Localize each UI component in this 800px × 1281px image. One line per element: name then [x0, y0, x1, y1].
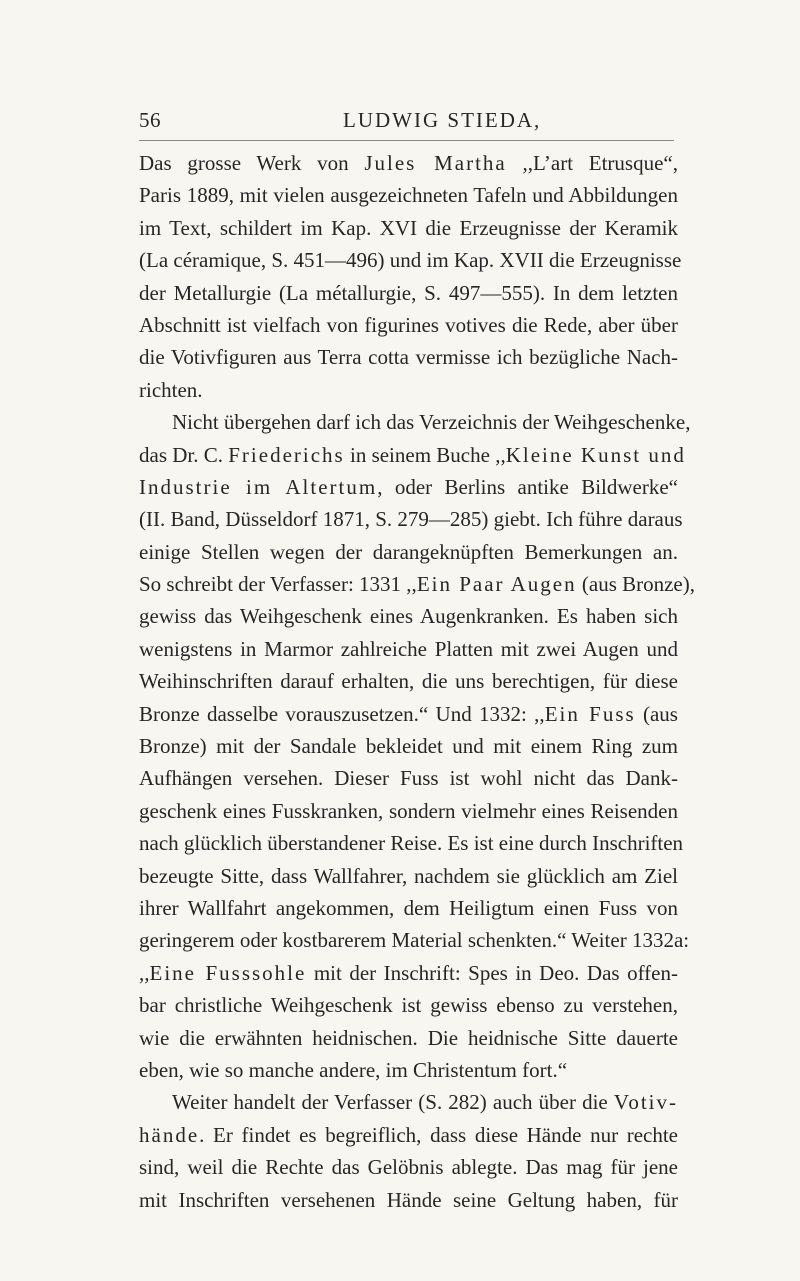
text-segment: richten.	[139, 377, 203, 402]
text-line	[139, 989, 678, 1021]
body-text	[139, 147, 695, 1216]
text-line	[139, 568, 695, 600]
running-head: LUDWIG STIEDA,	[343, 108, 542, 132]
text-line	[139, 892, 678, 924]
text-segment: Bronze dasselbe vorauszusetzen.“ Und 1332: ,,	[139, 701, 545, 726]
text-segment: geringerem oder kostbarerem Material schenkten.“ Weiter 1332a:	[139, 928, 690, 953]
spaced-emphasis: Kleine Kunst und	[505, 442, 686, 467]
text-segment: die Votivfiguren aus Terra cotta vermisse ich bezügliche Nach-	[139, 345, 678, 370]
text-segment: Abschnitt ist vielfach von figurines votives die Rede, aber über	[139, 312, 678, 337]
text-segment: (aus	[635, 701, 678, 726]
text-segment: ,,L’art Etrusque“,	[506, 151, 678, 175]
text-segment: geschenk eines Fusskranken, sondern vielmehr eines Reisenden	[139, 798, 678, 823]
text-line	[139, 957, 678, 989]
text-line	[139, 698, 678, 730]
text-segment: (II. Band, Düsseldorf 1871, S. 279—285) giebt. Ich führe daraus	[139, 507, 683, 532]
text-segment: mit Inschriften versehenen Hände seine Geltung haben, für	[139, 1187, 678, 1212]
text-segment: der Metallurgie (La métallurgie, S. 497—555). In dem letzten	[139, 280, 678, 305]
text-line	[139, 147, 678, 179]
spaced-emphasis: Industrie im Altertum	[139, 474, 378, 499]
text-line	[139, 471, 678, 503]
text-segment: nach glücklich überstandener Reise. Es ist eine durch Inschriften	[139, 831, 684, 856]
text-line	[139, 1054, 678, 1086]
text-segment: bezeugte Sitte, dass Wallfahrer, nachdem sie glücklich am Ziel	[139, 863, 678, 888]
text-segment: Das grosse Werk von	[139, 151, 365, 175]
text-line	[139, 244, 682, 276]
text-segment: wenigstens in Marmor zahlreiche Platten mit zwei Augen und	[139, 636, 678, 661]
text-segment: sind, weil die Rechte das Gelöbnis ablegte. Das mag für jene	[139, 1155, 678, 1180]
spaced-emphasis: Friederichs	[228, 442, 345, 467]
text-segment: Nicht übergehen darf ich das Verzeichnis der Weihgeschenke,	[172, 410, 691, 435]
text-line	[139, 1086, 678, 1118]
spaced-emphasis: Ein Fuss	[544, 701, 636, 726]
text-line	[139, 730, 678, 762]
spaced-emphasis: Ein Paar Augen	[416, 572, 577, 597]
text-segment: in seinem Buche ,,	[344, 442, 506, 467]
text-line	[139, 406, 691, 438]
spaced-emphasis: Eine Fusssohle	[149, 960, 307, 985]
text-segment: gewiss das Weihgeschenk eines Augenkranken. Es haben sich	[139, 604, 678, 629]
text-line	[139, 827, 684, 859]
text-segment: wie die erwähnten heidnischen. Die heidnische Sitte dauerte	[139, 1025, 678, 1050]
text-line	[139, 374, 678, 406]
text-segment: Paris 1889, mit vielen ausgezeichneten Tafeln und Abbildungen	[139, 183, 678, 208]
text-segment: (aus Bronze),	[576, 572, 695, 597]
text-line	[139, 633, 678, 665]
text-line	[139, 1119, 678, 1151]
header-rule	[139, 140, 674, 141]
text-line	[139, 665, 678, 697]
text-segment: im Text, schildert im Kap. XVI die Erzeugnisse der Keramik	[139, 215, 678, 240]
text-segment: ,,	[139, 960, 150, 985]
text-line	[139, 212, 678, 244]
spaced-emphasis: Jules Martha	[364, 151, 507, 175]
text-segment: So schreibt der Verfasser: 1331 ,,	[139, 572, 417, 597]
text-line	[139, 341, 678, 373]
text-line	[139, 762, 678, 794]
text-line	[139, 1022, 678, 1054]
text-segment: (La céramique, S. 451—496) und im Kap. XVII die Erzeugnisse	[139, 248, 682, 273]
text-segment: ihrer Wallfahrt angekommen, dem Heiligtum einen Fuss von	[139, 895, 678, 920]
text-line	[139, 179, 678, 211]
text-segment: , oder Berlins antike Bildwerke“	[377, 474, 678, 499]
text-segment: . Er findet es begreiflich, dass diese Hände nur rechte	[199, 1122, 678, 1147]
text-segment: das Dr. C.	[139, 442, 229, 467]
text-segment: Bronze) mit der Sandale bekleidet und mit einem Ring zum	[139, 734, 678, 759]
page-header	[0, 108, 800, 142]
text-line	[139, 1151, 678, 1183]
text-line	[139, 600, 678, 632]
text-line	[139, 309, 678, 341]
text-segment: Aufhängen versehen. Dieser Fuss ist wohl nicht das Dank-	[139, 766, 678, 791]
text-segment: bar christliche Weihgeschenk ist gewiss ebenso zu verstehen,	[139, 993, 678, 1018]
page-number: 56	[139, 108, 161, 132]
spaced-emphasis: hände	[139, 1122, 200, 1147]
text-line	[139, 439, 686, 471]
text-line	[139, 503, 683, 535]
spaced-emphasis: Votiv-	[613, 1090, 678, 1115]
text-line	[139, 536, 678, 568]
text-segment: mit der Inschrift: Spes in Deo. Das offen-	[306, 960, 678, 985]
text-line	[139, 860, 678, 892]
text-line	[139, 795, 678, 827]
text-segment: Weiter handelt der Verfasser (S. 282) auch über die	[172, 1090, 614, 1115]
text-segment: eben, wie so manche andere, im Christentum fort.“	[139, 1057, 568, 1082]
text-segment: Weihinschriften darauf erhalten, die uns berechtigen, für diese	[139, 669, 678, 694]
text-line	[139, 924, 690, 956]
text-segment: einige Stellen wegen der darangeknüpften Bemerkungen an.	[139, 539, 678, 564]
text-line	[139, 277, 678, 309]
text-line	[139, 1184, 678, 1216]
